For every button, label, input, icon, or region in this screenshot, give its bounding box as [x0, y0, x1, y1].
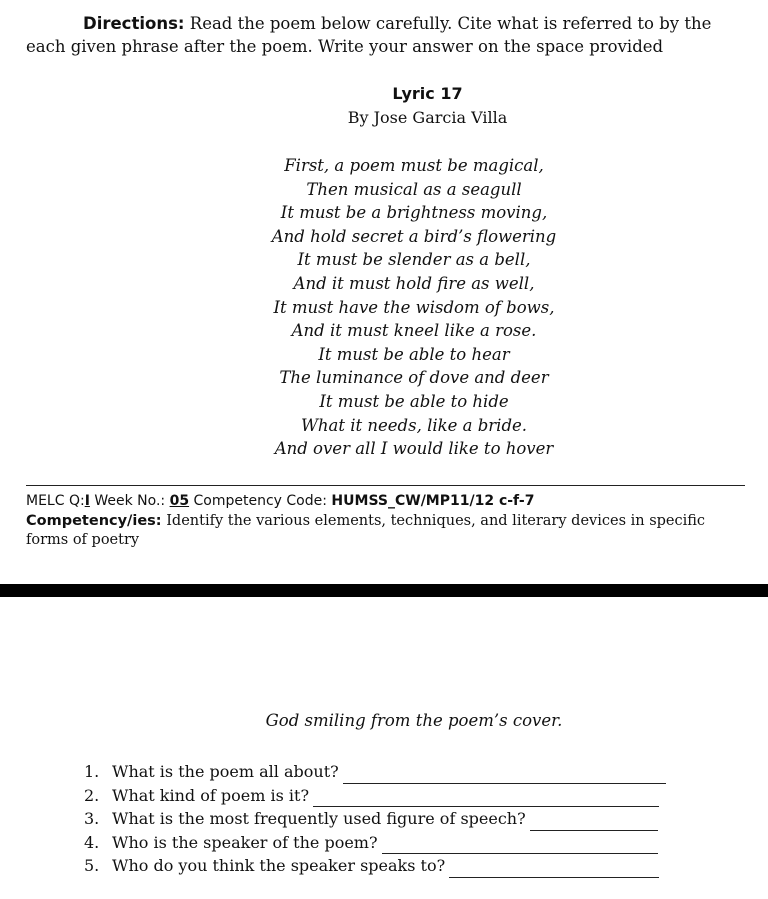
week-label: Week No.:	[94, 493, 166, 509]
poem-line: It must be able to hide	[319, 391, 509, 411]
question-list	[84, 760, 666, 878]
poem-line: First, a poem must be magical,	[284, 156, 544, 175]
directions	[26, 12, 746, 58]
question-item	[84, 784, 666, 808]
poem-line: The luminance of dove and deer	[279, 368, 549, 388]
poem-author: By Jose Garcia Villa	[347, 108, 508, 127]
week-number: 05	[169, 493, 190, 509]
competency-code: HUMSS_CW/MP11/12 c-f-7	[331, 493, 535, 509]
question-item	[84, 807, 666, 831]
footer-divider	[26, 485, 745, 486]
answer-blank[interactable]	[449, 861, 659, 878]
question-number: 4.	[84, 832, 100, 852]
poem-line: What it needs, like a bride.	[300, 415, 528, 435]
poem-line: It must have the wisdom of bows,	[273, 297, 555, 317]
answer-blank[interactable]	[382, 837, 658, 854]
poem-line: And hold secret a bird’s flowering	[271, 226, 557, 246]
question-text: What is the most frequently used figure of speech?	[112, 809, 526, 828]
page-break-bar	[0, 584, 768, 597]
directions-text: Read the poem below carefully. Cite what is referred to by the each given phrase after the poem. Write your answer on the space provided	[26, 14, 712, 56]
question-item	[84, 854, 666, 878]
question-item	[84, 760, 666, 784]
poem-continuation: God smiling from the poem’s cover.	[265, 711, 563, 730]
question-number: 2.	[84, 785, 100, 805]
question-text: Who is the speaker of the poem?	[112, 832, 378, 852]
competency-line	[26, 512, 746, 550]
answer-blank[interactable]	[343, 767, 666, 784]
competency-label: Competency/ies:	[26, 513, 162, 529]
question-number: 3.	[84, 809, 100, 828]
question-text: Who do you think the speaker speaks to?	[112, 856, 446, 875]
poem-stanza	[0, 154, 768, 461]
competency-text: Identify the various elements, techniques, and literary devices in specific forms of poetry	[26, 513, 706, 548]
melc-quarter: I	[84, 493, 90, 509]
question-item	[84, 831, 666, 855]
answer-blank[interactable]	[313, 790, 659, 807]
poem-line: Then musical as a seagull	[306, 179, 522, 199]
poem-line: It must be a brightness moving,	[280, 203, 548, 223]
melc-label: MELC Q:	[26, 493, 85, 509]
poem-line: And it must hold fire as well,	[293, 273, 535, 293]
poem-line: And it must kneel like a rose.	[291, 321, 537, 341]
directions-label: Directions:	[83, 14, 185, 33]
question-number: 5.	[84, 856, 100, 875]
question-number: 1.	[84, 762, 100, 781]
competency-code-label: Competency Code:	[193, 493, 327, 509]
question-text: What kind of poem is it?	[112, 785, 310, 805]
question-text: What is the poem all about?	[112, 762, 339, 781]
poem-title: Lyric 17	[392, 84, 463, 103]
poem-line: It must be able to hear	[318, 344, 510, 364]
answer-blank[interactable]	[530, 814, 658, 831]
melc-line	[26, 492, 746, 511]
poem-line: It must be slender as a bell,	[297, 250, 531, 270]
poem-line: And over all I would like to hover	[274, 439, 554, 459]
